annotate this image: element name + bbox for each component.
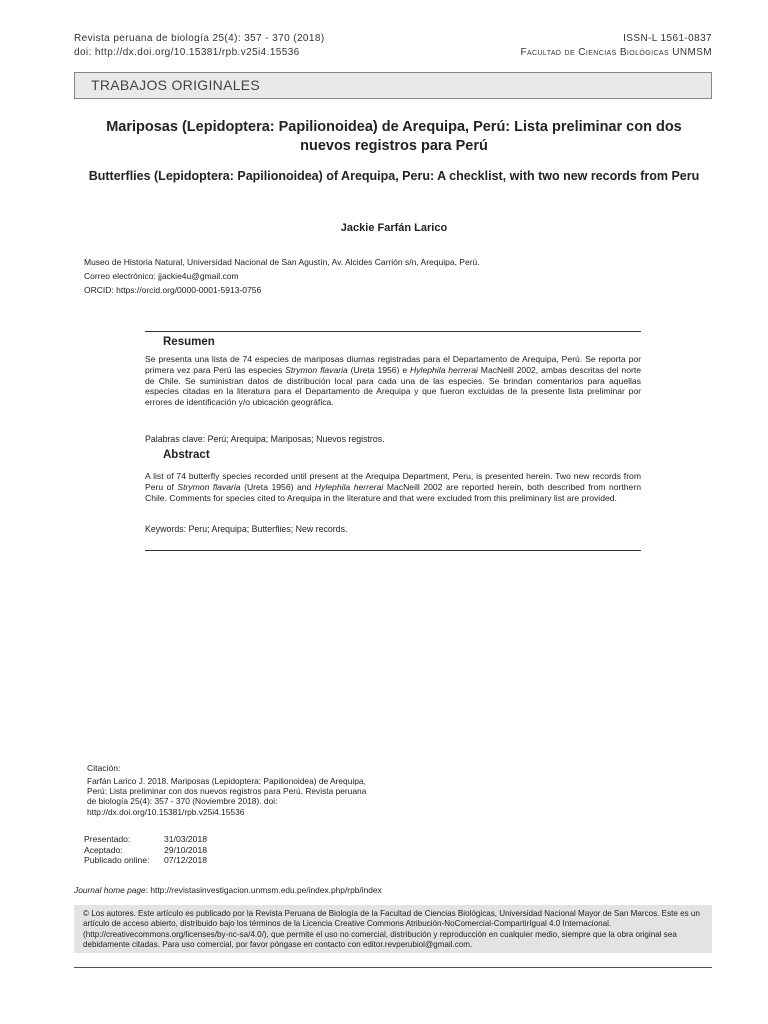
- issn: ISSN-L 1561-0837: [623, 33, 712, 44]
- abstract-heading: Abstract: [163, 449, 210, 461]
- journal-home-url[interactable]: : http://revistasinvestigacion.unmsm.edu.pe/index.php/rpb/index: [145, 885, 382, 895]
- abstract-text: [145, 471, 641, 503]
- license-box: © Los autores. Este artículo es publicado por la Revista Peruana de Biología de la Facultad de Ciencias Biológicas, Universidad Nacional Mayor de San Marcos. Este es un artículo de acceso abierto, distribuido bajo los términos de la Licencia Creative Commons Atribución-NoComercial-CompartirIgual 4.0 Internacional.(http://creativecommons.org/licenses/by-nc-sa/4.0/), que permite el uso no comercial, distribución y reproducción en cualquier medio, siempre que la obra original sea debidamente citadas. Para uso comercial, por favor póngase en contacto con editor.revperubiol@gmail.com.: [74, 905, 712, 953]
- date-value: 07/12/2018: [164, 855, 208, 865]
- species-name: Hylephila herrerai: [410, 364, 478, 375]
- author-name: Jackie Farfán Larico: [340, 222, 448, 234]
- resumen-heading: Resumen: [163, 336, 215, 348]
- resumen-text-part: MacNeill 2002, ambas descritas del norte de Chile. Se suministran datos de distribución local para cada una de las especies. Se brindan comentarios para aquellas especies citadas en la literatura para el Departamento de Arequipa y que fueron excluidas de la presente lista preliminar por errores de identificación y/o ubicación geográfica.: [145, 364, 642, 408]
- affiliation-institution: Museo de Historia Natural, Universidad Nacional de San Agustín, Av. Alcides Carrión s/n, Arequipa, Perú.: [84, 257, 480, 267]
- resumen-text-part: Se presenta una lista de 74 especies de mariposas diurnas registradas para el Departamento de Arequipa, Perú. Se reporta por primera vez para Perú las especies: [145, 354, 641, 375]
- date-row: [84, 855, 207, 866]
- abstract-text-part: (Ureta 1956) and: [240, 481, 315, 492]
- publication-dates: [84, 834, 207, 866]
- resumen-keywords: Palabras clave: Perú; Arequipa; Mariposas; Nuevos registros.: [145, 434, 385, 444]
- date-label: Aceptado:: [84, 844, 123, 855]
- abstract-keywords: Keywords: Peru; Arequipa; Butterflies; New records.: [145, 524, 348, 534]
- date-value: 29/10/2018: [164, 844, 208, 855]
- date-label: Presentado:: [84, 834, 131, 844]
- citation-label: Citación:: [87, 763, 121, 773]
- abstract-text-part: MacNeill 2002 are reported herein, both described from northern Chile. Comments for species cited to Arequipa in the literature and that were excluded from this preliminary list are provided.: [145, 481, 641, 503]
- date-row: [84, 834, 207, 845]
- date-value: 31/03/2018: [164, 834, 208, 844]
- title-spanish: Mariposas (Lepidoptera: Papilionoidea) de Arequipa, Perú: Lista preliminar con dos nuevos registros para Perú: [106, 119, 682, 154]
- doi-line: doi: http://dx.doi.org/10.15381/rpb.v25i4.15536: [74, 47, 300, 58]
- bottom-divider: [145, 550, 641, 551]
- journal-citation-line: Revista peruana de biología 25(4): 357 - 370 (2018): [74, 33, 325, 44]
- journal-home-label: Journal home page: [74, 885, 146, 895]
- section-label: TRABAJOS ORIGINALES: [91, 77, 261, 93]
- faculty-name: Facultad de Ciencias Biológicas UNMSM: [520, 47, 712, 58]
- species-name: Strymon flavaria: [285, 364, 348, 375]
- title-english: Butterflies (Lepidoptera: Papilionoidea) of Arequipa, Peru: A checklist, with two new records from Peru: [88, 169, 700, 183]
- affiliation-orcid: ORCID: https://orcid.org/0000-0001-5913-0756: [84, 285, 262, 295]
- citation-text: Farfán Larico J. 2018. Mariposas (Lepidoptera: Papilionoidea) de Arequipa, Perú: Lista preliminar con dos nuevos registros para Perú. Revista peruana de biología 25(4): 357 - 370 (Noviembre 2018). doi: http://dx.doi.org/10.15381/rpb.v25i4.15536: [87, 776, 367, 817]
- date-row: [84, 845, 207, 856]
- date-label: Publicado online:: [84, 855, 150, 865]
- resumen-text-part: (Ureta 1956) e: [347, 364, 411, 375]
- page-bottom-rule: [74, 967, 712, 968]
- abstract-text-part: A list of 74 butterfly species recorded until present at the Arequipa Department, Peru, is presented herein. Two new records from Peru of: [145, 471, 641, 492]
- top-divider: [145, 331, 641, 332]
- journal-home-page: [74, 885, 382, 895]
- section-banner: [74, 72, 712, 99]
- species-name: Strymon flavaria: [177, 481, 241, 492]
- affiliation-email: Correo electrónico: jjackie4u@gmail.com: [84, 271, 239, 281]
- species-name: Hylephila herrerai: [314, 481, 384, 492]
- resumen-text: [145, 354, 641, 408]
